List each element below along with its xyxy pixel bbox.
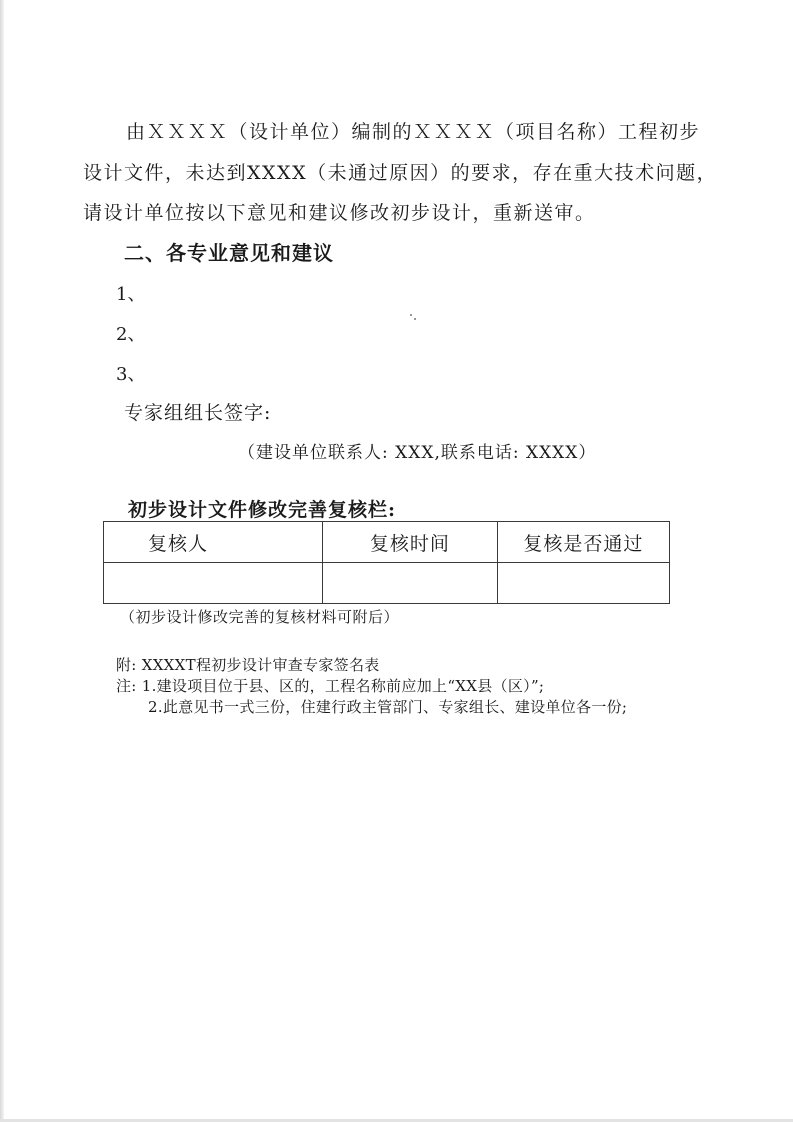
section-heading: 二、各专业意见和建议 — [124, 241, 334, 265]
scan-speck — [410, 314, 412, 316]
signature-label: 专家组组长签字: — [124, 402, 272, 424]
cell-review-passed — [497, 563, 669, 604]
scan-left-edge — [0, 0, 4, 1122]
note-line-1: 注: 1.建设项目位于县、区的，工程名称前应加上“XX县（区）”; — [116, 677, 545, 695]
list-item-2: 2、 — [116, 324, 146, 345]
contact-line: （建设单位联系人: XXX,联系电话: XXXX） — [238, 443, 597, 463]
header-reviewer: 复核人 — [104, 522, 323, 563]
review-section-title: 初步设计文件修改完善复核栏: — [128, 499, 397, 521]
attachment-line: 附: XXXXT程初步设计审查专家签名表 — [116, 656, 380, 674]
review-note: （初步设计修改完善的复核材料可附后） — [120, 608, 400, 626]
review-table — [103, 521, 670, 604]
cell-review-time — [322, 563, 497, 604]
cell-reviewer — [104, 563, 323, 604]
scan-speck — [414, 318, 416, 320]
list-item-1: 1、 — [116, 284, 146, 305]
review-entry-row — [104, 563, 670, 604]
paragraph-line-1: 由ＸＸＸＸ（设计单位）编制的ＸＸＸＸ（项目名称）工程初步 — [126, 121, 701, 143]
list-item-3: 3、 — [116, 364, 146, 385]
paragraph-line-3: 请设计单位按以下意见和建议修改初步设计，重新送审。 — [83, 202, 596, 224]
header-review-passed: 复核是否通过 — [497, 522, 669, 563]
note-line-2: 2.此意见书一式三份，住建行政主管部门、专家组长、建设单位各一份; — [148, 698, 628, 716]
header-review-time: 复核时间 — [322, 522, 497, 563]
paragraph-line-2: 设计文件，未达到XXXX（未通过原因）的要求，存在重大技术问题， — [83, 162, 718, 184]
review-header-row — [104, 522, 670, 563]
